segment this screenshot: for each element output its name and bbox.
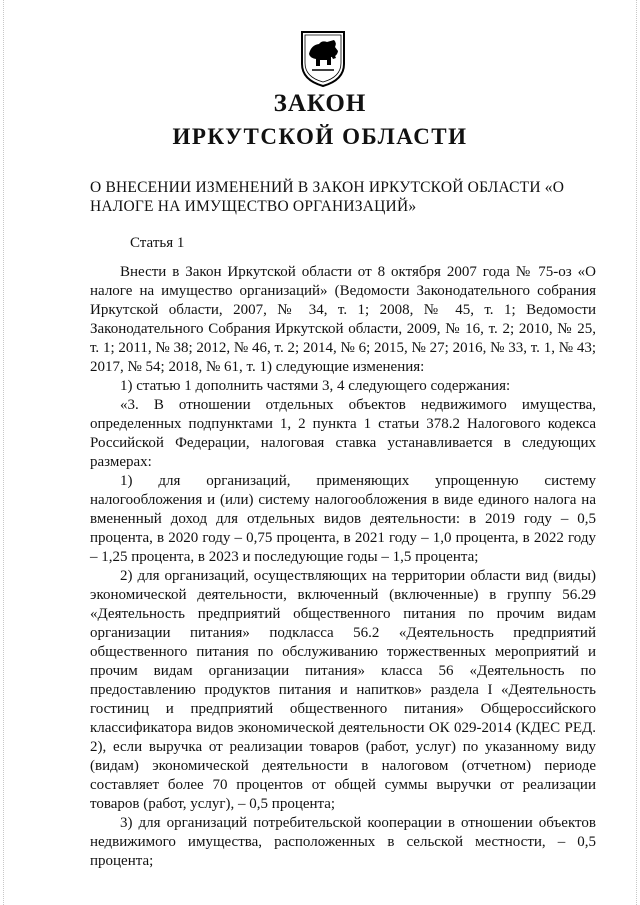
paragraph-item-1: 1) статью 1 дополнить частями 3, 4 следующего содержания: bbox=[120, 378, 511, 394]
article-body bbox=[90, 263, 596, 871]
paragraph-subitem-1: 1) для организаций, применяющих упрощенную систему налогообложения и (или) систему налогообложения в виде единого налога на вмененный доход для отдельных видов деятельности: в 2019 году – 0,5 процента, в 2020 году – 0,75 процента, в 2021 году – 1,0 процента, в 2022 году – 1,25 процента, в 2023 и последующие годы – 1,5 процента; bbox=[90, 473, 596, 565]
region-title: ИРКУТСКОЙ ОБЛАСТИ bbox=[172, 124, 468, 149]
article-heading: Статья 1 bbox=[130, 235, 185, 251]
coat-of-arms-icon bbox=[300, 30, 346, 88]
law-subject-heading: О ВНЕСЕНИИ ИЗМЕНЕНИЙ В ЗАКОН ИРКУТСКОЙ ОБЛАСТИ «О НАЛОГЕ НА ИМУЩЕСТВО ОРГАНИЗАЦИЙ» bbox=[90, 179, 565, 215]
paragraph-part-3: «3. В отношении отдельных объектов недвижимого имущества, определенных подпунктами 1, 2 пункта 1 статьи 378.2 Налогового кодекса Российской Федерации, налоговая ставка устанавливается в следующих размерах: bbox=[90, 397, 596, 470]
paragraph-subitem-2: 2) для организаций, осуществляющих на территории области вид (виды) экономической деятельности, включенный (включенные) в группу 56.29 «Деятельность предприятий общественного питания по прочим видам организации питания» подкласса 56.2 «Деятельность предприятий общественного питания по обслуживанию торжественных мероприятий и прочим видам организации питания» класса 56 «Деятельность по предоставлению продуктов питания и напитков» раздела I «Деятельность гостиниц и предприятий общественного питания» Общероссийского классификатора видов экономической деятельности ОК 029-2014 (КДЕС РЕД. 2), если выручка от реализации товаров (работ, услуг) по указанному виду (видам) экономической деятельности в налоговом (отчетном) периоде составляет более 70 процентов от общей суммы выручки от реализации товаров (работ, услуг), – 0,5 процента; bbox=[90, 568, 596, 812]
document-type-title: ЗАКОН bbox=[273, 90, 367, 117]
paragraph-intro: Внести в Закон Иркутской области от 8 октября 2007 года № 75-оз «О налоге на имущество организаций» (Ведомости Законодательного собрания Иркутской области, 2007, № 34, т. 1; 2008, № 45, т. 1; Ведомости Законодательного Собрания Иркутской области, 2009, № 16, т. 2; 2010, № 25, т. 1; 2011, № 38; 2012, № 46, т. 2; 2014, № 6; 2015, № 27; 2016, № 33, т. 1, № 43; 2017, № 54; 2018, № 61, т. 1) следующие изменения: bbox=[90, 264, 596, 375]
paragraph-subitem-3: 3) для организаций потребительской кооперации в отношении объектов недвижимого имущества, расположенных в сельской местности, – 0,5 процента; bbox=[90, 815, 596, 869]
